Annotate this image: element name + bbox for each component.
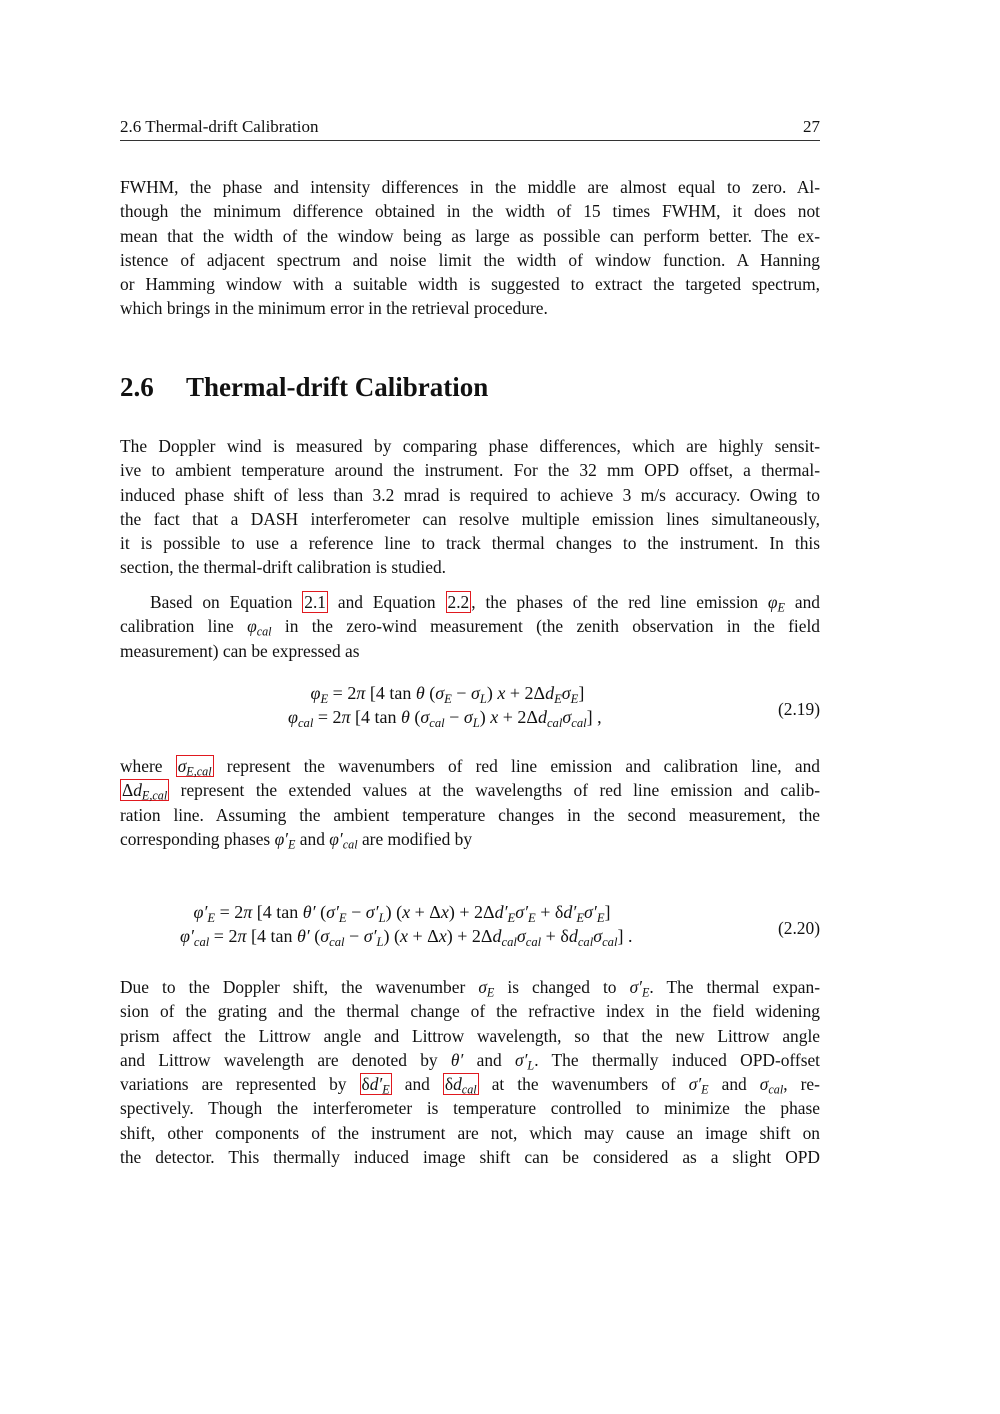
text-line: prism affect the Littrow angle and Littrow wavelength, so that the new Littrow angle bbox=[120, 1025, 820, 1046]
math-phi-cal: $\varphi_{cal}$ bbox=[247, 616, 272, 639]
text-line: where $\sigma_{E,cal}$ represent the wavenumbers of red line emission and calibration line, and bbox=[120, 756, 820, 779]
text-line: istence of adjacent spectrum and noise limit the width of window function. A Hanning bbox=[120, 249, 820, 270]
text-line: induced phase shift of less than 3.2 mrad is required to achieve 3 m/s accuracy. Owing to bbox=[120, 484, 820, 505]
text-line: spectively. Though the interferometer is temperature controlled to minimize the phase bbox=[120, 1098, 820, 1119]
equation-line: $\varphi_E = 2\pi$ [4 tan θ $(\sigma_E - \sigma_L) x + 2\Delta d_E\sigma_E$] bbox=[310, 683, 585, 706]
page-number: 27 bbox=[803, 117, 820, 136]
text-line: corresponding phases $\varphi'_E$ and $\varphi'_{cal}$ are modified by bbox=[120, 828, 473, 852]
text-line: it is possible to use a reference line to track thermal changes to the instrument. In this bbox=[120, 533, 820, 554]
equation-line: $\varphi'_{cal} = 2\pi$ [4 tan θ′ $(\sigma_{cal} - \sigma'_L) (x + \Delta x) + 2\Delta d_{cal}\sigma_{cal} + \delta d_{cal}\sigma_{cal}$] . bbox=[180, 926, 633, 949]
section-number: 2.6 bbox=[120, 372, 154, 402]
symbol-link-delta-d-e-cal[interactable]: $\Delta d_{E,cal}$ bbox=[122, 780, 168, 803]
text-line: variations are represented by $\delta d'_E$ and $\delta d_{cal}$ at the wavenumbers of $\sigma'_E$ and $\sigma_{cal}$, re- bbox=[120, 1074, 820, 1097]
equation-line: $\varphi'_E = 2\pi$ [4 tan θ′ $(\sigma'_E - \sigma'_L) (x + \Delta x) + 2\Delta d'_E\sigma'_E + \delta d'_E\sigma'_E$] bbox=[193, 902, 611, 925]
text-line: ration line. Assuming the ambient temperature changes in the second measurement, the bbox=[120, 804, 820, 825]
paragraph-1 bbox=[120, 434, 820, 580]
text-line: measurement) can be expressed as bbox=[120, 640, 360, 661]
equation-2-20 bbox=[180, 900, 632, 948]
text-line: $\Delta d_{E,cal}$ represent the extended values at the wavelengths of red line emission and calib- bbox=[122, 780, 820, 803]
paragraph-3 bbox=[120, 754, 820, 851]
equation-link-2-1[interactable]: 2.1 bbox=[304, 592, 327, 612]
section-title: Thermal-drift Calibration bbox=[186, 372, 489, 402]
equation-number-2-20: (2.20) bbox=[777, 918, 820, 938]
header-rule bbox=[120, 140, 820, 141]
equation-number-2-19: (2.19) bbox=[777, 699, 820, 719]
symbol-link-sigma-e-cal[interactable]: $\sigma_{E,cal}$ bbox=[177, 756, 212, 779]
text-line: The Doppler wind is measured by comparing phase differences, which are highly sensit- bbox=[120, 436, 820, 456]
math-phi-e: $\varphi_E$ bbox=[767, 592, 785, 615]
running-title: 2.6 Thermal-drift Calibration bbox=[120, 117, 319, 136]
text-line: though the minimum difference obtained in the width of 15 times FWHM, it does not bbox=[120, 201, 820, 222]
equation-2-19 bbox=[288, 681, 602, 729]
text-line: section, the thermal-drift calibration is studied. bbox=[120, 557, 446, 578]
math-phi-cal-prime: $\varphi'_{cal}$ bbox=[329, 828, 358, 852]
symbol-link-delta-d-e-prime[interactable]: $\delta d'_E$ bbox=[361, 1074, 390, 1097]
equation-link-2-2[interactable]: 2.2 bbox=[447, 592, 470, 612]
symbol-link-delta-d-cal[interactable]: $\delta d_{cal}$ bbox=[444, 1074, 477, 1097]
text-line: mean that the width of the window being as large as possible can perform better. The ex- bbox=[120, 225, 820, 246]
text-line: and Littrow wavelength are denoted by θ′ and $\sigma'_L$. The thermally induced OPD-offset bbox=[120, 1049, 821, 1073]
text-line: FWHM, the phase and intensity differences in the middle are almost equal to zero. Al- bbox=[120, 177, 820, 197]
text-line: the detector. This thermally induced image shift can be considered as a slight OPD bbox=[120, 1147, 820, 1168]
text-line: the fact that a DASH interferometer can resolve multiple emission lines simultaneously, bbox=[120, 508, 820, 529]
text-line: Based on Equation 2.1 and Equation 2.2 , the phases of the red line emission $\varphi_E$ and bbox=[150, 592, 820, 615]
math-phi-e-prime: $\varphi'_E$ bbox=[274, 828, 296, 852]
text-line: sion of the grating and the thermal change of the refractive index in the field widening bbox=[120, 1001, 820, 1022]
text-line: or Hamming window with a suitable width is suggested to extract the targeted spectrum, bbox=[120, 274, 820, 295]
text-line: Due to the Doppler shift, the wavenumber $\sigma_E$ is changed to $\sigma'_E$. The thermal expan- bbox=[120, 977, 820, 1000]
intro-paragraph bbox=[120, 175, 820, 321]
text-line: which brings in the minimum error in the retrieval procedure. bbox=[120, 298, 548, 319]
paragraph-2 bbox=[120, 590, 820, 663]
equation-line: $\varphi_{cal} = 2\pi$ [4 tan θ $(\sigma_{cal} - \sigma_L) x + 2\Delta d_{cal}\sigma_{cal}$] , bbox=[288, 707, 602, 730]
text-line: calibration line $\varphi_{cal}$ in the zero-wind measurement (the zenith observation in the field bbox=[120, 616, 820, 639]
text-line: shift, other components of the instrument are not, which may cause an image shift on bbox=[120, 1122, 820, 1143]
section-heading bbox=[120, 370, 488, 404]
paragraph-4 bbox=[120, 975, 820, 1169]
text-line: ive to ambient temperature around the instrument. For the 32 mm OPD offset, a thermal- bbox=[120, 460, 820, 481]
